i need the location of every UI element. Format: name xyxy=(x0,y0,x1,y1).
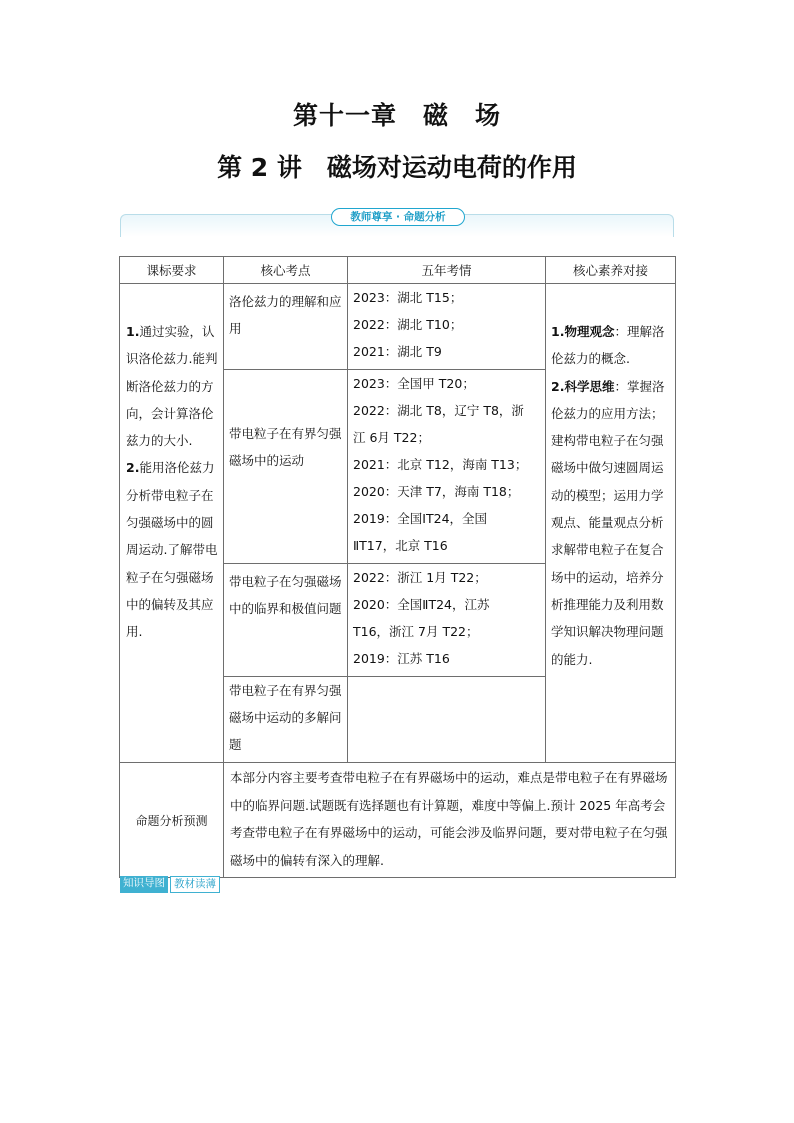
literacy-1-text: ：理解洛伦兹力的概念. xyxy=(551,324,665,367)
exam-line: 2021：湖北 T9 xyxy=(353,344,442,359)
exam-line: 2022：浙江 1月 T22； xyxy=(353,570,487,585)
chapter-title: 第十一章 磁 场 xyxy=(292,101,501,130)
req-2-num: 2. xyxy=(126,460,140,476)
lesson-title: 第 2 讲 磁场对运动电荷的作用 xyxy=(217,153,577,182)
topic-4: 带电粒子在有界匀强磁场中运动的多解问题 xyxy=(229,683,342,752)
exam-line: T16，浙江 7月 T22； xyxy=(353,624,479,639)
exam-line: 2022：湖北 T10； xyxy=(353,317,463,332)
topic-cell xyxy=(224,677,348,763)
literacy-1-label: 1.物理观念 xyxy=(551,324,615,339)
exam-line: 2023：全国甲 T20； xyxy=(353,376,475,391)
banner-label: 教师尊享 · 命题分析 xyxy=(331,208,465,226)
section-tags xyxy=(120,876,220,893)
exam-line: ⅡT17，北京 T16 xyxy=(353,538,448,553)
req-2-text: 能用洛伦兹力分析带电粒子在匀强磁场中的圆周运动.了解带电粒子在匀强磁场中的偏转及其应用. xyxy=(126,460,218,640)
req-1-num: 1. xyxy=(126,324,140,339)
table-row xyxy=(120,284,676,370)
exam-line: 2021：北京 T12，海南 T13； xyxy=(353,457,528,472)
core-literacy xyxy=(546,284,676,763)
req-1-text: 通过实验，认识洛伦兹力.能判断洛伦兹力的方向，会计算洛伦兹力的大小. xyxy=(126,324,218,449)
topic-3: 带电粒子在匀强磁场中的临界和极值问题 xyxy=(229,574,342,616)
topic-cell xyxy=(224,284,348,370)
exam-cell xyxy=(348,564,546,677)
topic-cell xyxy=(224,370,348,564)
header-core-topic: 核心考点 xyxy=(224,257,348,284)
topic-cell xyxy=(224,564,348,677)
header-curriculum: 课标要求 xyxy=(120,257,224,284)
exam-cell xyxy=(348,370,546,564)
topic-2: 带电粒子在有界匀强磁场中的运动 xyxy=(229,426,342,468)
exam-cell xyxy=(348,284,546,370)
forecast-cell xyxy=(224,763,676,878)
forecast-label: 命题分析预测 xyxy=(120,763,224,878)
header-core-literacy: 核心素养对接 xyxy=(546,257,676,284)
exam-line: 2020：天津 T7，海南 T18； xyxy=(353,484,520,499)
exam-line: 2019：全国ⅠT24，全国 xyxy=(353,511,488,526)
tag-knowledge-map[interactable]: 知识导图 xyxy=(120,876,168,893)
curriculum-requirements xyxy=(120,284,224,763)
exam-line: 2023：湖北 T15； xyxy=(353,290,463,305)
forecast-text: 本部分内容主要考查带电粒子在有界磁场中的运动，难点是带电粒子在有界磁场中的临界问题.试题既有选择题也有计算题，难度中等偏上.预计 2025 年高考会考查带电粒子在有界磁场中的运动，可能会涉及临界问题，要对带电粒子在匀强磁场中的偏转有深入的理解. xyxy=(230,770,668,868)
exam-line: 2020：全国ⅡT24，江苏 xyxy=(353,597,490,612)
exam-line: 江 6月 T22； xyxy=(353,430,430,445)
exam-line: 2019：江苏 T16 xyxy=(353,651,450,666)
tag-textbook-reading[interactable]: 教材读薄 xyxy=(170,876,220,893)
header-five-year: 五年考情 xyxy=(348,257,546,284)
table-header-row xyxy=(120,257,676,284)
teacher-banner xyxy=(120,211,674,237)
literacy-2-text: ：掌握洛伦兹力的应用方法；建构带电粒子在匀强磁场中做匀速圆周运动的模型；运用力学观点、能量观点分析求解带电粒子在复合场中的运动，培养分析推理能力及利用数学知识解决物理问题的能力. xyxy=(551,378,665,667)
topic-1: 洛伦兹力的理解和应用 xyxy=(229,294,342,336)
exam-cell-empty xyxy=(348,677,546,763)
literacy-2-label: 2.科学思维 xyxy=(551,378,615,394)
forecast-row xyxy=(120,763,676,878)
exam-line: 2022：湖北 T8，辽宁 T8，浙 xyxy=(353,403,524,418)
analysis-table xyxy=(119,256,676,878)
